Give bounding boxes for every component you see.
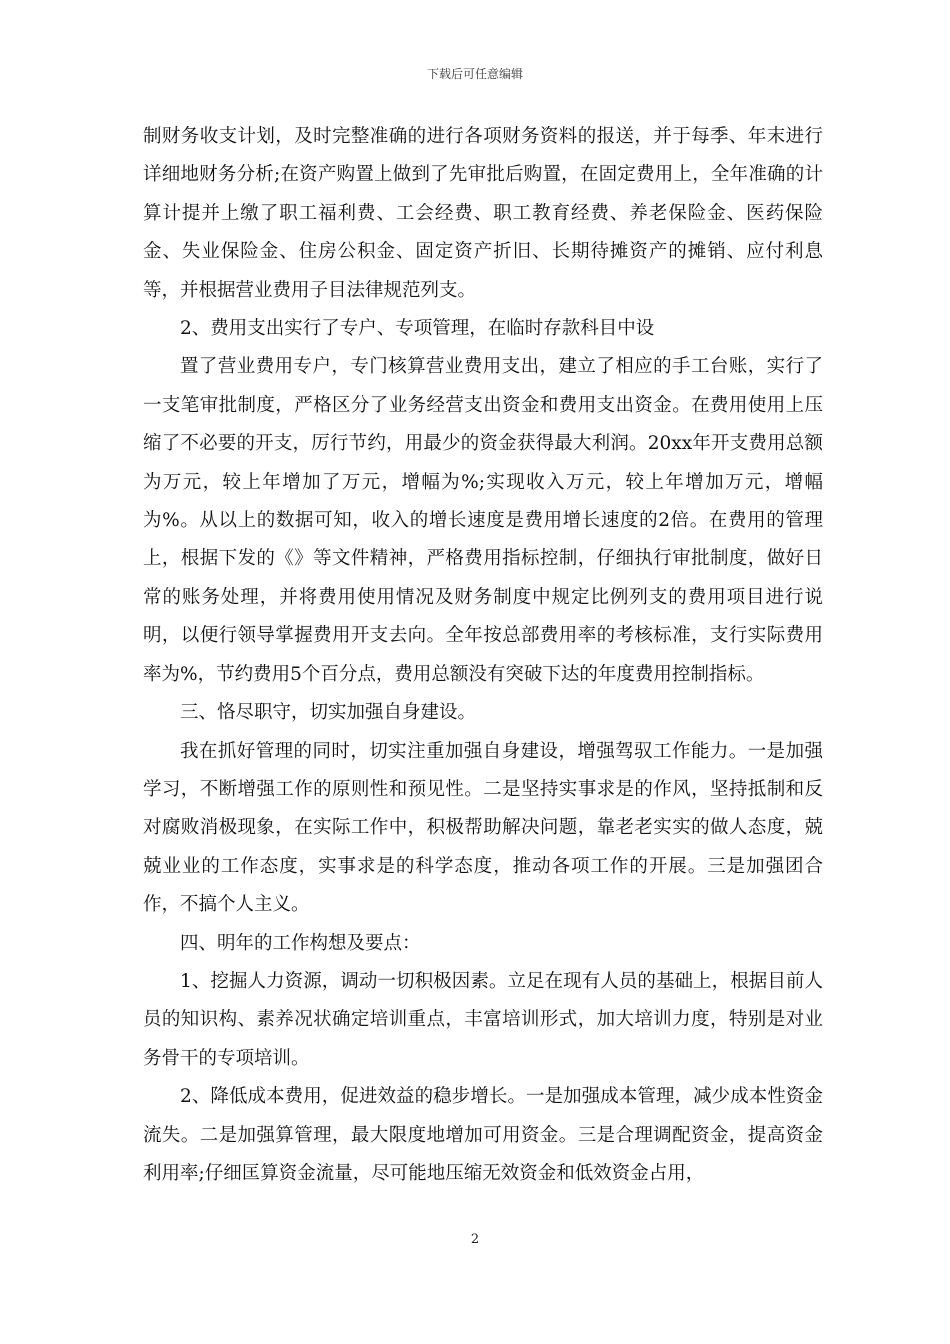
paragraph-self-building: 我在抓好管理的同时，切实注重加强自身建设，增强驾驭工作能力。一是加强学习，不断增强工作的原则性和预见性。二是坚持实事求是的作风，坚持抵制和反对腐败消极现象，在实际工作中，积极帮助解决问题，靠老老实实的做人态度，兢兢业业的工作态度，实事求是的科学态度，推动各项工作的开展。三是加强团合作，不搞个人主义。 — [143, 740, 823, 916]
paragraph-human-resources: 1、挖掘人力资源，调动一切积极因素。立足在现有人员的基础上，根据目前人员的知识构、素养况状确定培训重点，丰富培训形式，加大培训力度，特别是对业务骨干的专项培训。 — [143, 970, 823, 1069]
section-heading-self-building: 三、恪尽职守，切实加强自身建设。 — [180, 702, 477, 724]
paragraph-expense-account-heading: 2、费用支出实行了专户、专项管理，在临时存款科目中设 — [180, 318, 655, 340]
paragraph-expense-management: 置了营业费用专户，专门核算营业费用支出，建立了相应的手工台账，实行了一支笔审批制度，严格区分了业务经营支出资金和费用支出资金。在费用使用上压缩了不必要的开支，厉行节约，用最少的资金获得最大利润。20xx年开支费用总额为万元，较上年增加了万元，增幅为%;实现收入万元，较上年增加万元，增幅为%。从以上的数据可知，收入的增长速度是费用增长速度的2倍。在费用的管理上，根据下发的《》等文件精神，严格费用指标控制，仔细执行审批制度，做好日常的账务处理，并将费用使用情况及财务制度中规定比例列支的费用项目进行说明，以便行领导掌握费用开支去向。全年按总部费用率的考核标准，支行实际费用率为%，节约费用5个百分点，费用总额没有突破下达的年度费用控制指标。 — [143, 356, 823, 685]
document-body — [143, 118, 823, 1193]
page-number — [0, 1232, 950, 1248]
paragraph-finance-plan: 制财务收支计划，及时完整准确的进行各项财务资料的报送，并于每季、年末进行详细地财务分析;在资产购置上做到了先审批后购置，在固定费用上，全年准确的计算计提并上缴了职工福利费、工会经费、职工教育经费、养老保险金、医药保险金、失业保险金、住房公积金、固定资产折旧、长期待摊资产的摊销、应付利息等，并根据营业费用子目法律规范列支。 — [143, 126, 823, 301]
section-heading-next-year-plan: 四、明年的工作构想及要点： — [180, 932, 421, 954]
page-number-text: 2 — [470, 1232, 480, 1247]
page-header — [0, 66, 950, 82]
paragraph-cost-reduction: 2、降低成本费用，促进效益的稳步增长。一是加强成本管理，减少成本性资金流失。二是加强算管理，最大限度地增加可用资金。三是合理调配资金，提高资金利用率;仔细匡算资金流量，尽可能地压缩无效资金和低效资金占用， — [143, 1086, 823, 1184]
header-text: 下载后可任意编辑 — [426, 67, 523, 81]
